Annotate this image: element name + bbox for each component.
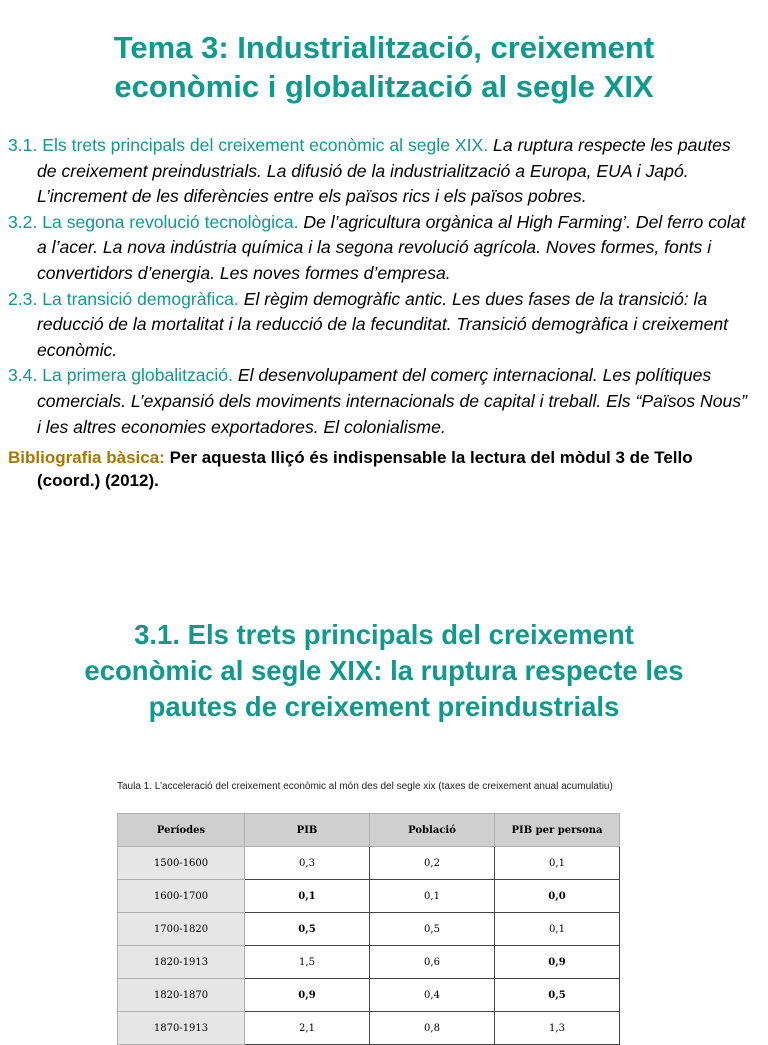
gdp-per-capita-cell: 0,9 — [495, 946, 620, 979]
period-cell: 1870-1913 — [118, 1012, 245, 1045]
table-row — [118, 946, 620, 979]
growth-rates-table — [117, 813, 620, 1045]
agenda-item-description: El desenvolupament del comerç internacional. Les polítiques comercials. L’expansió dels moviments internacionals de capital i treball. Els “Països Nous” i les altres economies exportadores. El colonialisme. — [37, 365, 747, 437]
gdp-per-capita-cell: 0,0 — [495, 880, 620, 913]
gdp-cell: 1,5 — [245, 946, 370, 979]
column-header-periods: Períodes — [118, 814, 245, 847]
period-cell: 1820-1913 — [118, 946, 245, 979]
slide-title-line-2: econòmic i globalització al segle XIX — [114, 69, 654, 104]
column-header-gdp: PIB — [245, 814, 370, 847]
agenda-item-heading: 3.1. Els trets principals del creixement econòmic al segle XIX. — [8, 135, 489, 155]
population-cell: 0,8 — [370, 1012, 495, 1045]
table-header-row — [118, 814, 620, 847]
agenda-list — [8, 133, 753, 492]
gdp-cell: 0,5 — [245, 913, 370, 946]
bibliography-label: Bibliografia bàsica: — [8, 448, 165, 468]
section-title-line-2: econòmic al segle XIX: la ruptura respecte les — [84, 655, 684, 686]
population-cell: 0,5 — [370, 913, 495, 946]
section-title-line-3: pautes de creixement preindustrials — [148, 691, 620, 722]
column-header-population: Població — [370, 814, 495, 847]
gdp-cell: 0,1 — [245, 880, 370, 913]
agenda-item-description: El règim demogràfic antic. Les dues fases de la transició: la reducció de la mortalitat i la reducció de la fecunditat. Transició demogràfica i creixement econòmic. — [37, 288, 729, 360]
period-cell: 1600-1700 — [118, 880, 245, 913]
bibliography-text: Per aquesta lliçó és indispensable la lectura del mòdul 3 de Tello (coord.) (2012). — [37, 448, 693, 491]
agenda-item — [8, 133, 753, 210]
gdp-cell: 2,1 — [245, 1012, 370, 1045]
agenda-item-heading: 3.4. La primera globalització. — [8, 365, 233, 386]
slide-title-line-1: Tema 3: Industrialització, creixement — [113, 30, 655, 65]
agenda-item-description: De l’agricultura orgànica al High Farming’. Del ferro colat a l’acer. La nova indústria química i la segona revolució agrícola. Noves formes, fonts i convertidors d’energia. Les noves formes d’empresa. — [37, 211, 746, 283]
gdp-per-capita-cell: 0,5 — [495, 979, 620, 1012]
agenda-item-heading: 2.3. La transició demogràfica. — [8, 288, 239, 309]
gdp-per-capita-cell: 1,3 — [495, 1012, 620, 1045]
agenda-item-description: La ruptura respecte les pautes de creixement preindustrials. La difusió de la industrialització a Europa, EUA i Japó. L’increment de les diferències entre els països rics i els països pobres. — [37, 135, 731, 207]
section-title-line-1: 3.1. Els trets principals del creixement — [134, 619, 634, 650]
agenda-item — [8, 287, 753, 364]
population-cell: 0,4 — [370, 979, 495, 1012]
agenda-item — [8, 363, 753, 440]
population-cell: 0,2 — [370, 847, 495, 880]
bibliography-note — [8, 446, 753, 492]
column-header-gdp-per-capita: PIB per persona — [495, 814, 620, 847]
gdp-cell: 0,9 — [245, 979, 370, 1012]
slide-title — [0, 28, 768, 106]
gdp-cell: 0,3 — [245, 847, 370, 880]
population-cell: 0,6 — [370, 946, 495, 979]
period-cell: 1500-1600 — [118, 847, 245, 880]
gdp-per-capita-cell: 0,1 — [495, 913, 620, 946]
gdp-per-capita-cell: 0,1 — [495, 847, 620, 880]
agenda-item-heading: 3.2. La segona revolució tecnològica. — [8, 211, 299, 232]
table-row — [118, 847, 620, 880]
table-row — [118, 913, 620, 946]
period-cell: 1700-1820 — [118, 913, 245, 946]
period-cell: 1820-1870 — [118, 979, 245, 1012]
agenda-item — [8, 210, 753, 287]
table-row — [118, 979, 620, 1012]
population-cell: 0,1 — [370, 880, 495, 913]
table-row — [118, 1012, 620, 1045]
table-row — [118, 880, 620, 913]
section-title — [0, 617, 768, 725]
table-caption: Taula 1. L’acceleració del creixement econòmic al món des del segle xix (taxes de creixement anual acumulatiu) — [117, 781, 613, 792]
